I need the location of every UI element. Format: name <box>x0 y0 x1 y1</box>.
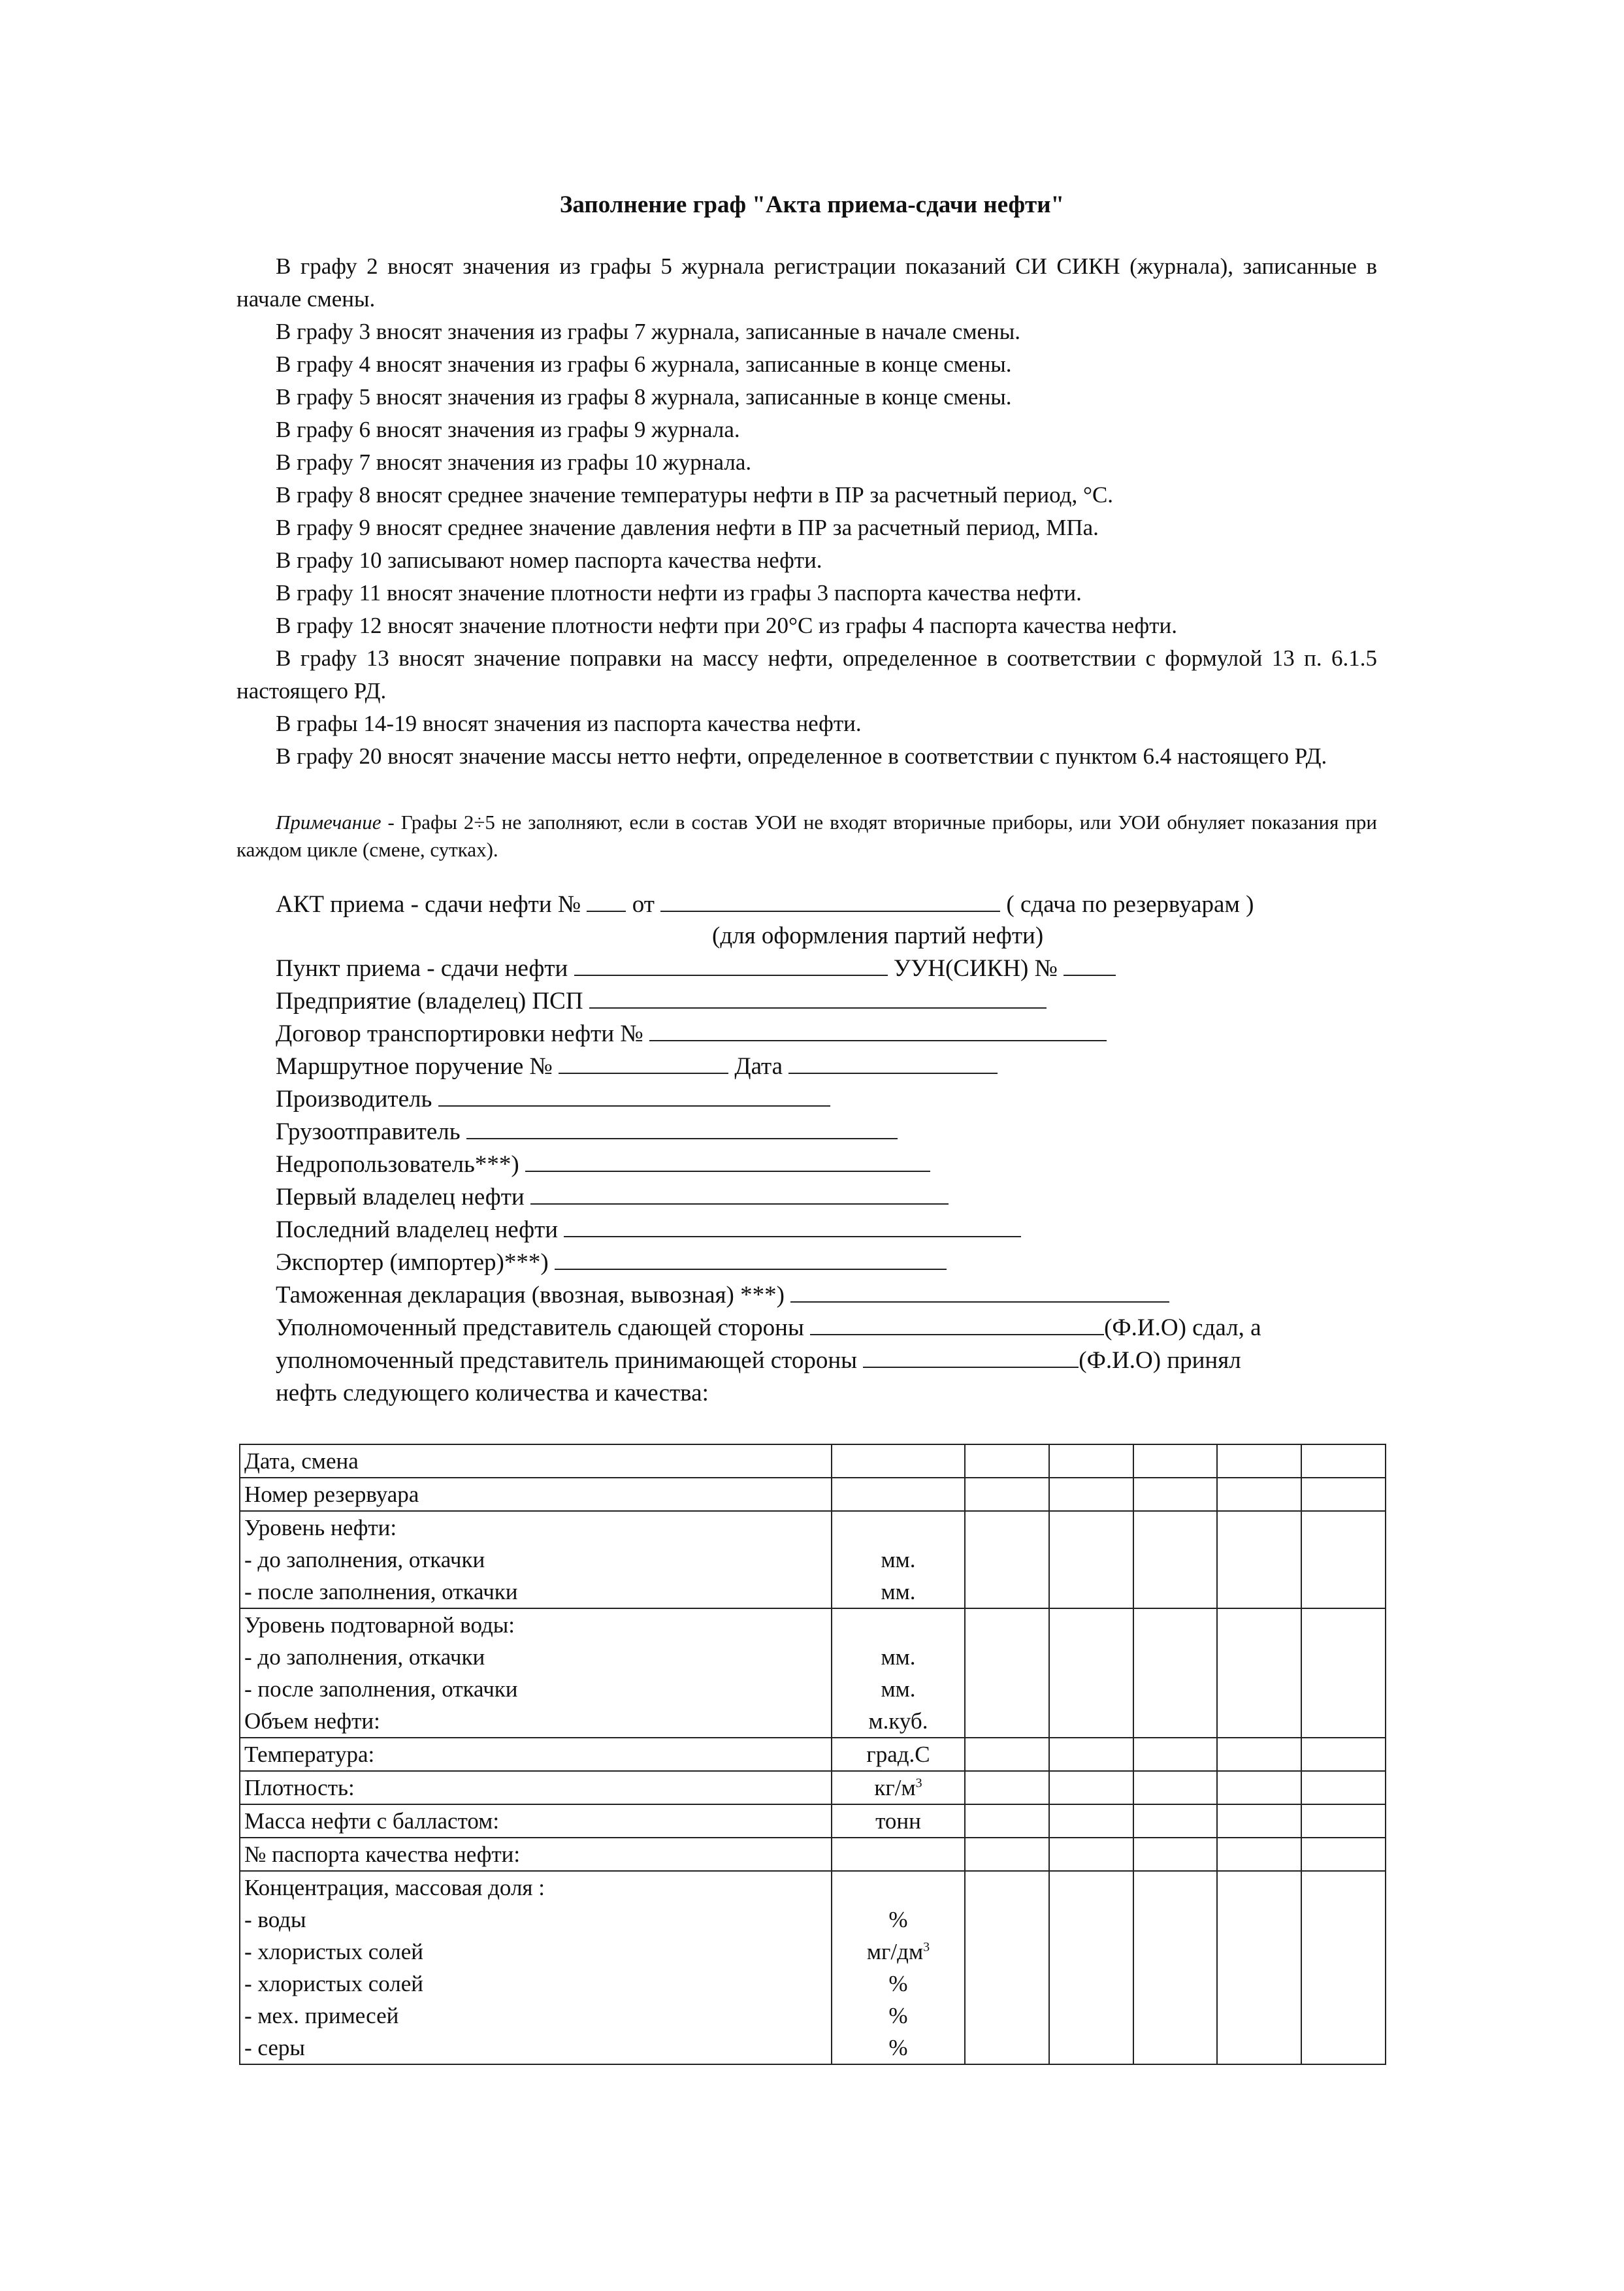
route-number-field[interactable] <box>559 1050 728 1074</box>
uun-field[interactable] <box>1064 952 1116 976</box>
act-number-field[interactable] <box>587 888 626 912</box>
table-row <box>240 1511 1386 1608</box>
page-title: Заполнение граф "Акта приема-сдачи нефти" <box>559 191 1065 218</box>
instruction-7: В графу 8 вносят среднее значение температуры нефти в ПР за расчетный период, °С. <box>276 482 1114 508</box>
table-row <box>240 1838 1386 1871</box>
instruction-6: В графу 7 вносят значения из графы 10 журнала. <box>276 449 752 475</box>
table-row <box>240 1444 1386 1478</box>
shipper-field[interactable] <box>466 1116 898 1139</box>
row-label: Уровень подтоварной воды: - до заполнения, откачки - после заполнения, откачки Объем нефти: <box>240 1608 832 1738</box>
row-label: Номер резервуара <box>240 1478 832 1511</box>
instruction-9: В графу 10 записывают номер паспорта качества нефти. <box>276 547 822 573</box>
instruction-14: В графу 20 вносят значение массы нетто нефти, определенное в соответствии с пунктом 6.4 настоящего РД. <box>276 743 1327 769</box>
act-date-field[interactable] <box>660 888 1000 912</box>
act-subheading: (для оформления партий нефти) <box>712 922 1044 949</box>
customs-field[interactable] <box>790 1279 1169 1303</box>
route-date-field[interactable] <box>788 1050 998 1074</box>
row-label: Уровень нефти: - до заполнения, откачки - после заполнения, откачки <box>240 1511 832 1608</box>
instruction-5: В графу 6 вносят значения из графы 9 журнала. <box>276 417 740 442</box>
table-row <box>240 1771 1386 1804</box>
note <box>236 809 1377 864</box>
last-owner-field[interactable] <box>564 1214 1021 1237</box>
table-row <box>240 1608 1386 1738</box>
row-label: Концентрация, массовая доля : - воды - хлористых солей - хлористых солей - мех. примесей - серы <box>240 1871 832 2064</box>
subsoil-field[interactable] <box>525 1148 930 1172</box>
rep-take-field[interactable] <box>863 1344 1079 1368</box>
instruction-8: В графу 9 вносят среднее значение давления нефти в ПР за расчетный период, МПа. <box>276 515 1099 540</box>
row-label: Температура: <box>240 1738 832 1771</box>
row-label: Масса нефти с балластом: <box>240 1804 832 1838</box>
instruction-10: В графу 11 вносят значение плотности нефти из графы 3 паспорта качества нефти. <box>276 580 1082 606</box>
rep-give-row: Уполномоченный представитель сдающей стороны (Ф.И.О) сдал, а <box>276 1312 1261 1344</box>
producer-field[interactable] <box>438 1083 830 1107</box>
rep-take-row: уполномоченный представитель принимающей стороны (Ф.И.О) принял <box>276 1344 1241 1377</box>
unit-cell: мм. мм. м.куб. <box>832 1608 965 1738</box>
instruction-4: В графу 5 вносят значения из графы 8 журнала, записанные в конце смены. <box>276 384 1012 410</box>
instruction-12: В графу 13 вносят значение поправки на массу нефти, определенное в соответствии с формулой 13 п. 6.1.5 настоящего РД. <box>236 645 1377 704</box>
rep-give-field[interactable] <box>810 1312 1104 1335</box>
first-owner-field[interactable] <box>530 1181 949 1205</box>
oil-acceptance-table <box>239 1444 1386 2065</box>
last-owner-row: Последний владелец нефти <box>276 1214 1021 1246</box>
point-row: Пункт приема - сдачи нефти УУН(СИКН) № <box>276 952 1116 985</box>
row-label: № паспорта качества нефти: <box>240 1838 832 1871</box>
table-row <box>240 1871 1386 2064</box>
customs-row: Таможенная декларация (ввозная, вывозная) ***) <box>276 1279 1169 1312</box>
instruction-2: В графу 3 вносят значения из графы 7 журнала, записанные в начале смены. <box>276 319 1021 344</box>
act-closing: нефть следующего количества и качества: <box>276 1380 709 1406</box>
note-text: - Графы 2÷5 не заполняют, если в состав УОИ не входят вторичные приборы, или УОИ обнуляет показания при каждом цикле (смене, сутках). <box>236 811 1377 861</box>
unit-cell: тонн <box>832 1804 965 1838</box>
unit-cell: град.С <box>832 1738 965 1771</box>
instruction-13: В графы 14-19 вносят значения из паспорта качества нефти. <box>276 711 862 736</box>
producer-row: Производитель <box>276 1083 830 1116</box>
first-owner-row: Первый владелец нефти <box>276 1181 949 1214</box>
subsoil-row: Недропользователь***) <box>276 1148 930 1181</box>
route-row: Маршрутное поручение № Дата <box>276 1050 998 1083</box>
unit-cell: мм. мм. <box>832 1511 965 1608</box>
row-label: Дата, смена <box>240 1444 832 1478</box>
contract-row: Договор транспортировки нефти № <box>276 1018 1107 1050</box>
enterprise-row: Предприятие (владелец) ПСП <box>276 985 1047 1018</box>
exporter-row: Экспортер (импортер)***) <box>276 1246 947 1279</box>
note-label: Примечание <box>276 811 382 834</box>
instruction-1: В графу 2 вносят значения из графы 5 журнала регистрации показаний СИ СИКН (журнала), записанные в начале смены. <box>236 253 1377 312</box>
instruction-3: В графу 4 вносят значения из графы 6 журнала, записанные в конце смены. <box>276 351 1012 377</box>
table-row <box>240 1804 1386 1838</box>
point-field[interactable] <box>574 952 888 976</box>
enterprise-field[interactable] <box>589 985 1047 1009</box>
table-row <box>240 1738 1386 1771</box>
exporter-field[interactable] <box>555 1246 947 1270</box>
unit-cell: % $мг/дм^3$ % % % <box>832 1871 965 2064</box>
unit-cell: $кг/м^3$ <box>832 1771 965 1804</box>
instruction-11: В графу 12 вносят значение плотности нефти при 20°С из графы 4 паспорта качества нефти. <box>276 613 1177 638</box>
act-heading: АКТ приема - сдачи нефти № от ( сдача по резервуарам ) <box>276 888 1254 921</box>
table-row <box>240 1478 1386 1511</box>
shipper-row: Грузоотправитель <box>276 1116 898 1148</box>
row-label: Плотность: <box>240 1771 832 1804</box>
contract-field[interactable] <box>649 1018 1107 1041</box>
